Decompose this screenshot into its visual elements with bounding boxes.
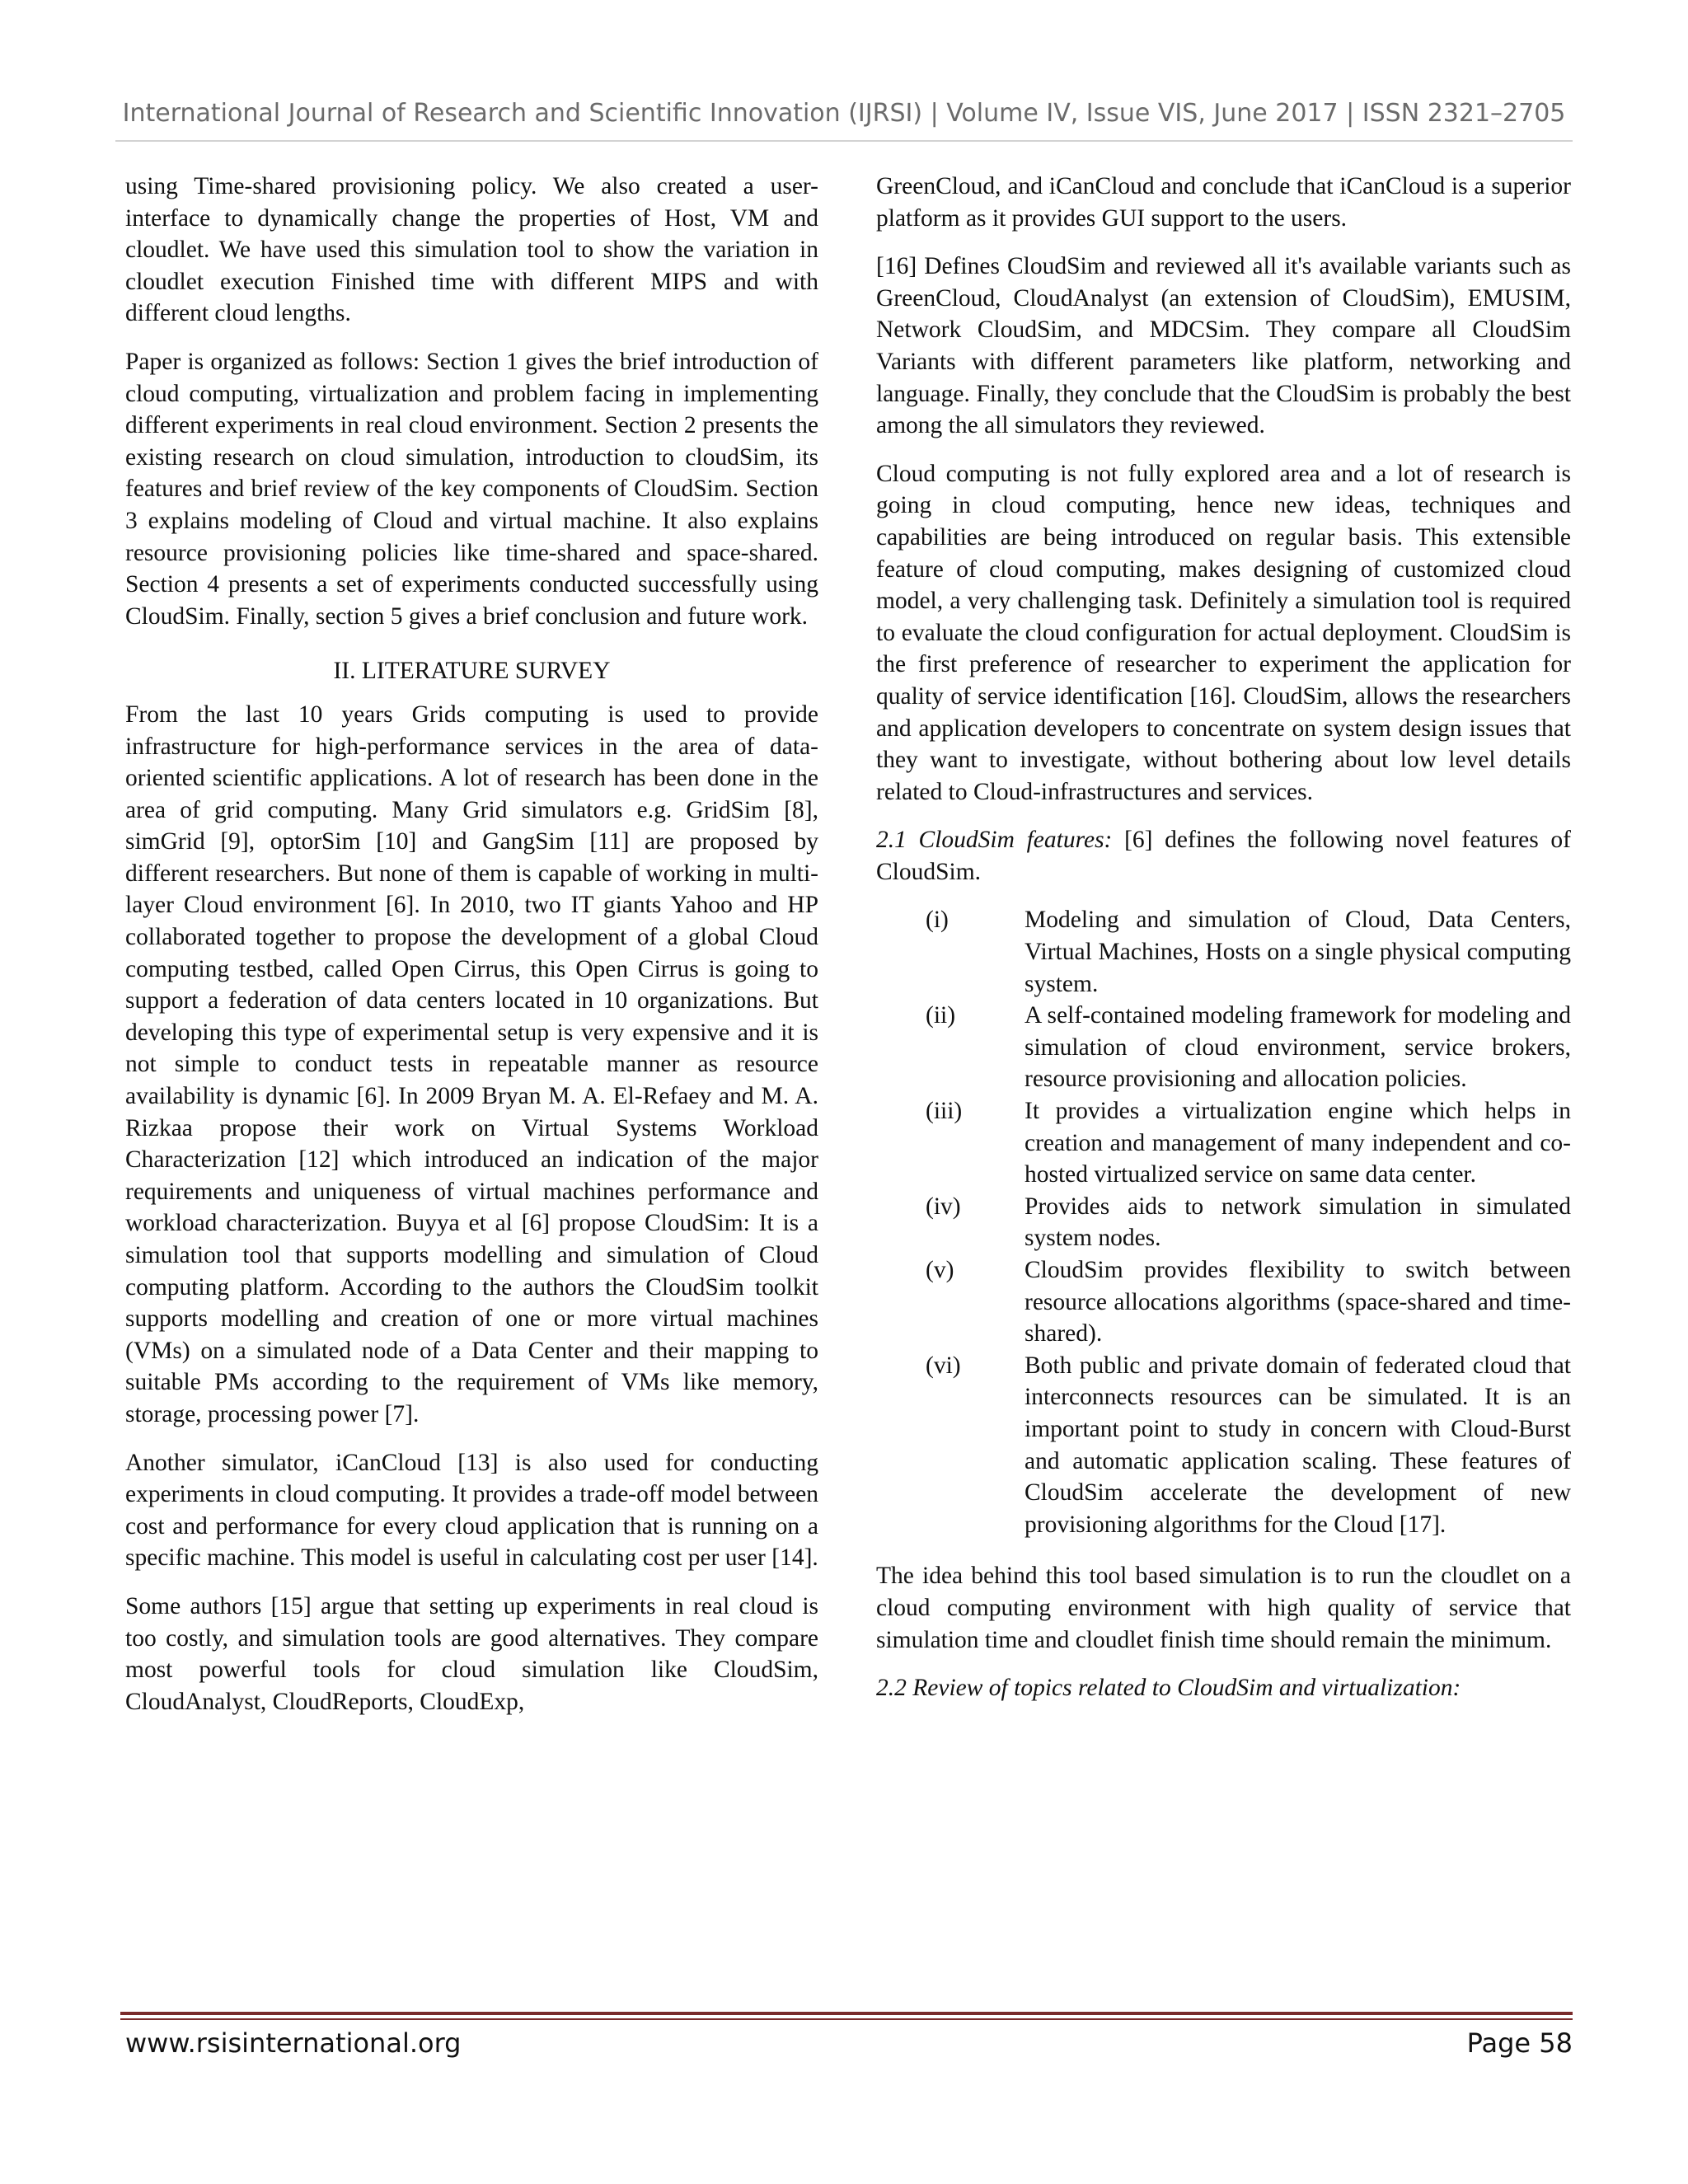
feature-item bbox=[876, 1191, 1571, 1254]
running-header: International Journal of Research and Scientific Innovation (IJRSI) | Volume IV, Issue VIS, June 2017 | ISSN 2321–2705 bbox=[122, 99, 1566, 128]
feature-text: Modeling and simulation of Cloud, Data Centers, Virtual Machines, Hosts on a single physical computing system. bbox=[1025, 907, 1571, 997]
subsection-title: 2.2 Review of topics related to CloudSim and virtualization: bbox=[876, 1675, 1461, 1702]
subsection-text: [6] defines the following novel features of CloudSim. bbox=[876, 827, 1571, 885]
feature-number: (iii) bbox=[926, 1098, 963, 1125]
paragraph: The idea behind this tool based simulation is to run the cloudlet on a cloud computing environment with high quality of service that simulation time and cloudlet finish time should remain the minimum. bbox=[876, 1563, 1571, 1653]
footer-website: www.rsisinternational.org bbox=[125, 2027, 462, 2059]
feature-item bbox=[876, 1095, 1571, 1191]
paragraph: Some authors [15] argue that setting up experiments in real cloud is too costly, and simulation tools are good alternatives. They compare most powerful tools for cloud simulation like CloudSim, CloudAnalyst, CloudReports, CloudExp, bbox=[125, 1592, 818, 1715]
feature-text: It provides a virtualization engine which helps in creation and management of many independent and co-hosted virtualized service on same data center. bbox=[1025, 1098, 1571, 1188]
feature-text: CloudSim provides flexibility to switch between resource allocations algorithms (space-shared and time-shared). bbox=[1025, 1257, 1571, 1347]
paragraph: From the last 10 years Grids computing is used to provide infrastructure for high-performance services in the area of data-oriented scientific applications. A lot of research has been done in the area of grid computing. Many Grid simulators e.g. GridSim [8], simGrid [9], optorSim [10] and GangSim [11] are proposed by different researchers. But none of them is capable of working in multi-layer Cloud environment [6]. In 2010, two IT giants Yahoo and HP collaborated together to propose the development of a global Cloud computing testbed, called Open Cirrus, this Open Cirrus is going to support a federation of data centers located in 10 organizations. But developing this type of experimental setup is very expensive and it is not simple to conduct tests in repeatable manner as resource availability is dynamic [6]. In 2009 Bryan M. A. El-Refaey and M. A. Rizkaa propose their work on Virtual Systems Workload Characterization [12] which introduced an indication of the major requirements and uniqueness of virtual machines performance and workload characterization. Buyya et al [6] propose CloudSim: It is a simulation tool that supports modelling and simulation of Cloud computing platform. According to the authors the CloudSim toolkit supports modelling and creation of one or more virtual machines (VMs) on a simulated node of a Data Center and their mapping to suitable PMs according to the requirement of VMs like memory, storage, processing power [7]. bbox=[125, 701, 818, 1427]
paragraph: GreenCloud, and iCanCloud and conclude that iCanCloud is a superior platform as it provides GUI support to the users. bbox=[876, 173, 1571, 232]
feature-text: Both public and private domain of federated cloud that interconnects resources can be simulated. It is an important point to study in concern with Cloud-Burst and automatic application scaling. These features of CloudSim accelerate the development of new provisioning algorithms for the Cloud [17]. bbox=[1025, 1352, 1571, 1538]
left-column bbox=[125, 171, 818, 1718]
header-divider bbox=[115, 140, 1573, 142]
feature-number: (i) bbox=[926, 907, 949, 934]
feature-item bbox=[876, 1254, 1571, 1350]
feature-number: (v) bbox=[926, 1257, 954, 1283]
feature-number: (iv) bbox=[926, 1193, 961, 1220]
feature-item bbox=[876, 1000, 1571, 1095]
feature-text: A self-contained modeling framework for modeling and simulation of cloud environment, service brokers, resource provisioning and allocation policies. bbox=[1025, 1002, 1571, 1093]
paragraph: using Time-shared provisioning policy. We also created a user-interface to dynamically change the properties of Host, VM and cloudlet. We have used this simulation tool to show the variation in cloudlet execution Finished time with different MIPS and with different cloud lengths. bbox=[125, 173, 818, 327]
feature-item bbox=[876, 1350, 1571, 1541]
section-heading: II. LITERATURE SURVEY bbox=[333, 658, 611, 685]
paragraph: Paper is organized as follows: Section 1 gives the brief introduction of cloud computing, virtualization and problem facing in implementing different experiments in real cloud environment. Section 2 presents the existing research on cloud simulation, introduction to cloudSim, its features and brief review of the key components of CloudSim. Section 3 explains modeling of Cloud and virtual machine. It also explains resource provisioning policies like time-shared and space-shared. Section 4 presents a set of experiments conducted successfully using CloudSim. Finally, section 5 gives a brief conclusion and future work. bbox=[125, 348, 818, 630]
subsection-paragraph bbox=[876, 824, 1571, 888]
feature-list bbox=[876, 904, 1571, 1540]
right-column bbox=[876, 171, 1571, 1704]
feature-number: (ii) bbox=[926, 1002, 956, 1029]
feature-number: (vi) bbox=[926, 1352, 961, 1379]
paragraph: Cloud computing is not fully explored area and a lot of research is going in cloud computing, hence new ideas, techniques and capabilities are being introduced on regular basis. This extensible feature of cloud computing, makes designing of customized cloud model, a very challenging task. Definitely a simulation tool is required to evaluate the cloud configuration for actual deployment. CloudSim is the first preference of researcher to experiment the application for quality of service identification [16]. CloudSim, allows the researchers and application developers to concentrate on system design issues that they want to investigate, without bothering about low level details related to Cloud-infrastructures and services. bbox=[876, 460, 1571, 805]
feature-text: Provides aids to network simulation in simulated system nodes. bbox=[1025, 1193, 1571, 1252]
footer-page-number: Page 58 bbox=[1466, 2027, 1573, 2059]
footer-divider-thick bbox=[120, 2012, 1573, 2015]
subsection-title: 2.1 CloudSim features: bbox=[876, 827, 1113, 854]
paragraph: Another simulator, iCanCloud [13] is also used for conducting experiments in cloud computing. It provides a trade-off model between cost and performance for every cloud application that is running on a specific machine. This model is useful in calculating cost per user [14]. bbox=[125, 1449, 818, 1572]
feature-item bbox=[876, 904, 1571, 1000]
footer-divider-thin bbox=[120, 2018, 1573, 2020]
paragraph: [16] Defines CloudSim and reviewed all it's available variants such as GreenCloud, CloudAnalyst (an extension of CloudSim), EMUSIM, Network CloudSim, and MDCSim. They compare all CloudSim Variants with different parameters like platform, networking and language. Finally, they conclude that the CloudSim is probably the best among the all simulators they reviewed. bbox=[876, 253, 1571, 439]
